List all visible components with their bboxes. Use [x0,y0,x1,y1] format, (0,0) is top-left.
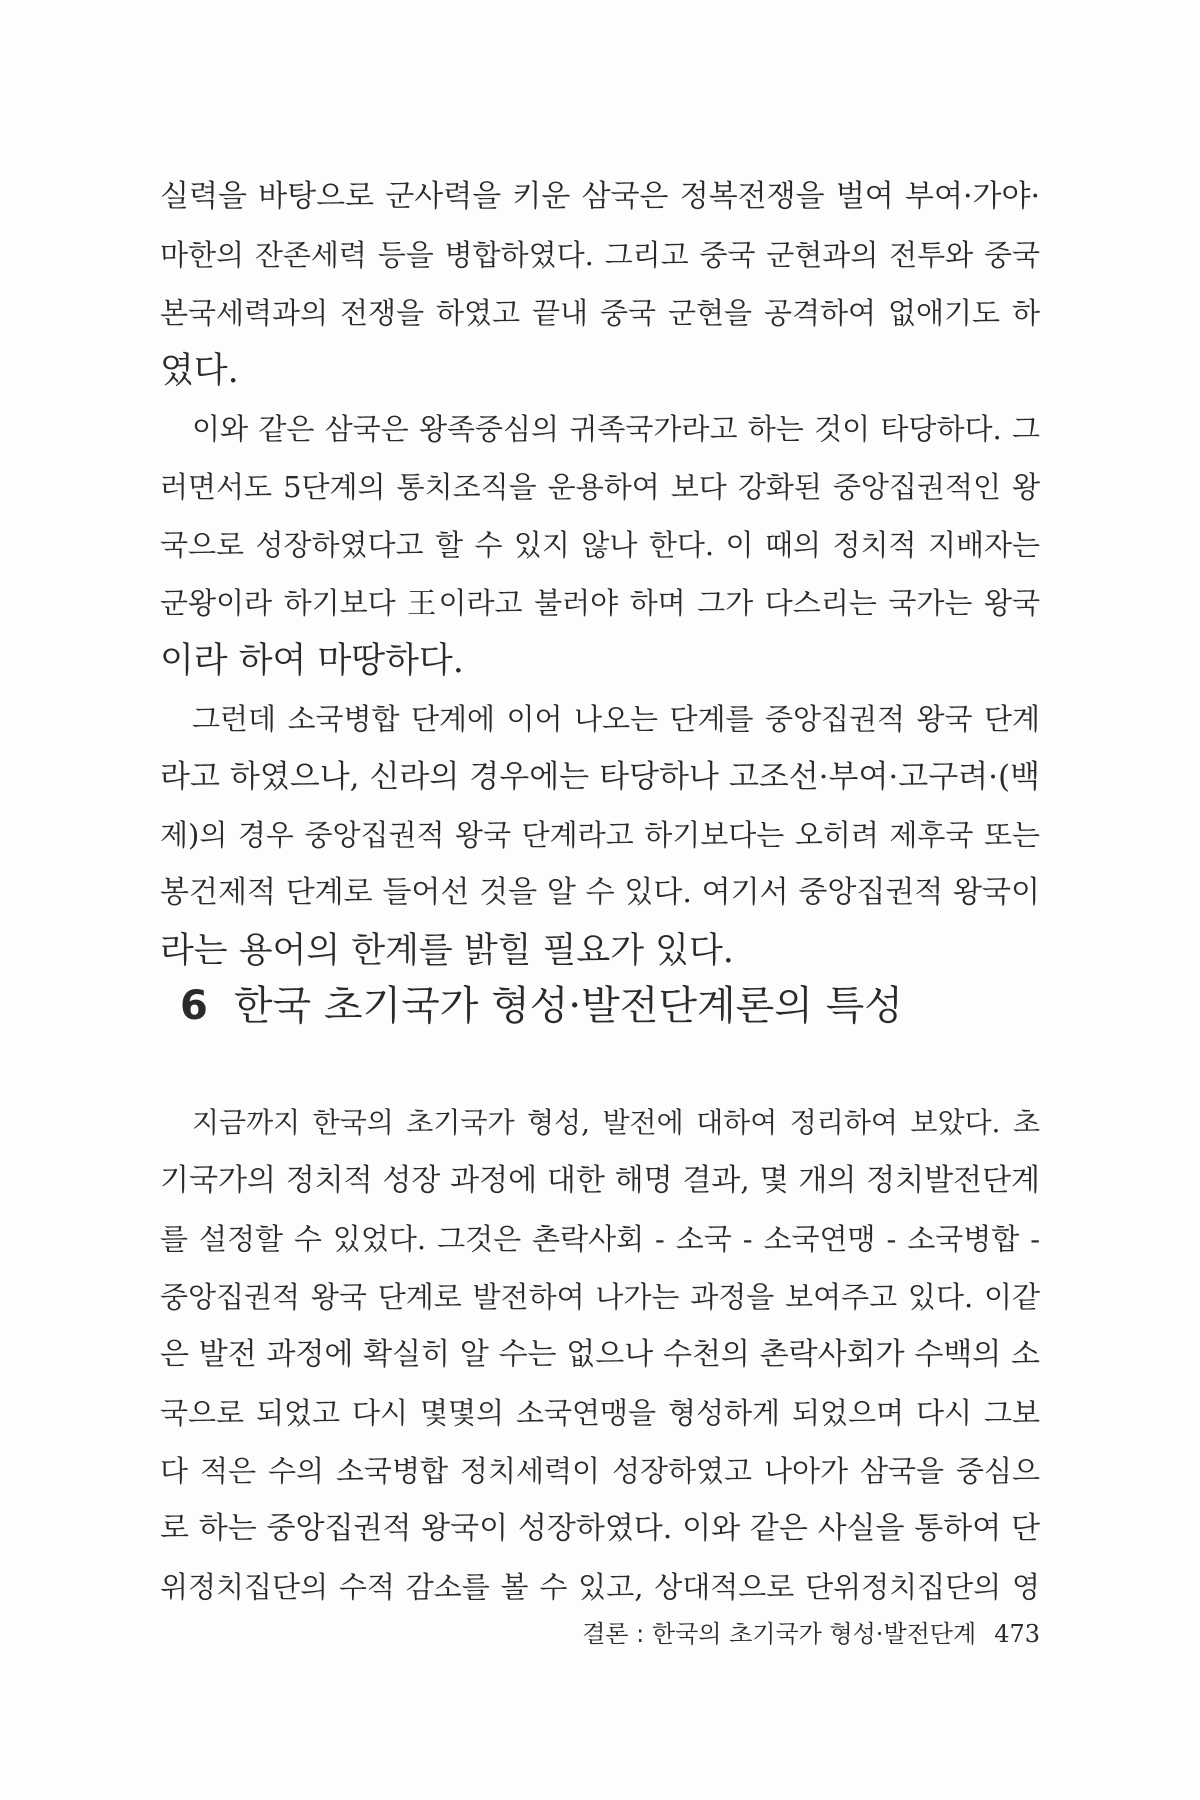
text-line: 이라 하여 마땅하다. [160,641,464,681]
page-number: 473 [994,1620,1040,1648]
paragraph-4 [160,1094,1040,1616]
text-line: 라고 하였으나, 신라의 경우에는 타당하나 고조선·부여·고구려·(백 [160,759,1040,795]
body-text-bottom [160,1094,1040,1616]
text-line: 로 하는 중앙집권적 왕국이 성장하였다. 이와 같은 사실을 통하여 단 [160,1511,1040,1546]
page-footer [582,1616,1040,1652]
paragraph-1 [160,168,1040,400]
section-number: 6 [180,983,208,1029]
text-line: 봉건제적 단계로 들어선 것을 알 수 있다. 여기서 중앙집권적 왕국이 [160,875,1040,910]
text-line: 이와 같은 삼국은 왕족중심의 귀족국가라고 하는 것이 타당하다. 그 [192,412,1040,446]
text-line: 다 적은 수의 소국병합 정치세력이 성장하였고 나아가 삼국을 중심으 [160,1454,1040,1488]
text-line: 제)의 경우 중앙집권적 왕국 단계라고 하기보다는 오히려 제후국 또는 [160,818,1040,852]
text-line: 실력을 바탕으로 군사력을 키운 삼국은 정복전쟁을 벌여 부여·가야· [160,179,1040,214]
text-line: 라는 용어의 한계를 밝힐 필요가 있다. [160,931,734,971]
text-line: 은 발전 과정에 확실히 알 수는 없으나 수천의 촌락사회가 수백의 소 [160,1337,1040,1372]
text-line: 중앙집권적 왕국 단계로 발전하여 나가는 과정을 보여주고 있다. 이같 [160,1280,1040,1314]
section-heading [180,978,903,1034]
text-line: 였다. [160,351,239,391]
text-line: 군왕이라 하기보다 王이라고 불러야 하며 그가 다스리는 국가는 왕국 [160,586,1040,620]
text-line: 본국세력과의 전쟁을 하였고 끝내 중국 군현을 공격하여 없애기도 하 [160,296,1040,330]
text-line: 지금까지 한국의 초기국가 형성, 발전에 대하여 정리하여 보았다. 초 [192,1106,1040,1139]
paragraph-3 [160,690,1040,980]
running-title: 결론 : 한국의 초기국가 형성·발전단계 [582,1620,977,1648]
text-line: 위정치집단의 수적 감소를 볼 수 있고, 상대적으로 단위정치집단의 영 [160,1570,1040,1604]
text-line: 마한의 잔존세력 등을 병합하였다. 그리고 중국 군현과의 전투와 중국 [160,238,1040,272]
paragraph-2 [160,400,1040,690]
text-line: 기국가의 정치적 성장 과정에 대한 해명 결과, 몇 개의 정치발전단계 [160,1163,1040,1198]
text-line: 를 설정할 수 있었다. 그것은 촌락사회 - 소국 - 소국연맹 - 소국병합 - [160,1222,1040,1256]
text-line: 국으로 되었고 다시 몇몇의 소국연맹을 형성하게 되었으며 다시 그보 [160,1396,1040,1430]
text-line: 러면서도 5단계의 통치조직을 운용하여 보다 강화된 중앙집권적인 왕 [160,470,1040,504]
body-text-top [160,168,1040,980]
text-line: 국으로 성장하였다고 할 수 있지 않나 한다. 이 때의 정치적 지배자는 [160,528,1040,562]
text-line: 그런데 소국병합 단계에 이어 나오는 단계를 중앙집권적 왕국 단계 [192,702,1040,736]
section-title: 한국 초기국가 형성·발전단계론의 특성 [233,983,903,1029]
